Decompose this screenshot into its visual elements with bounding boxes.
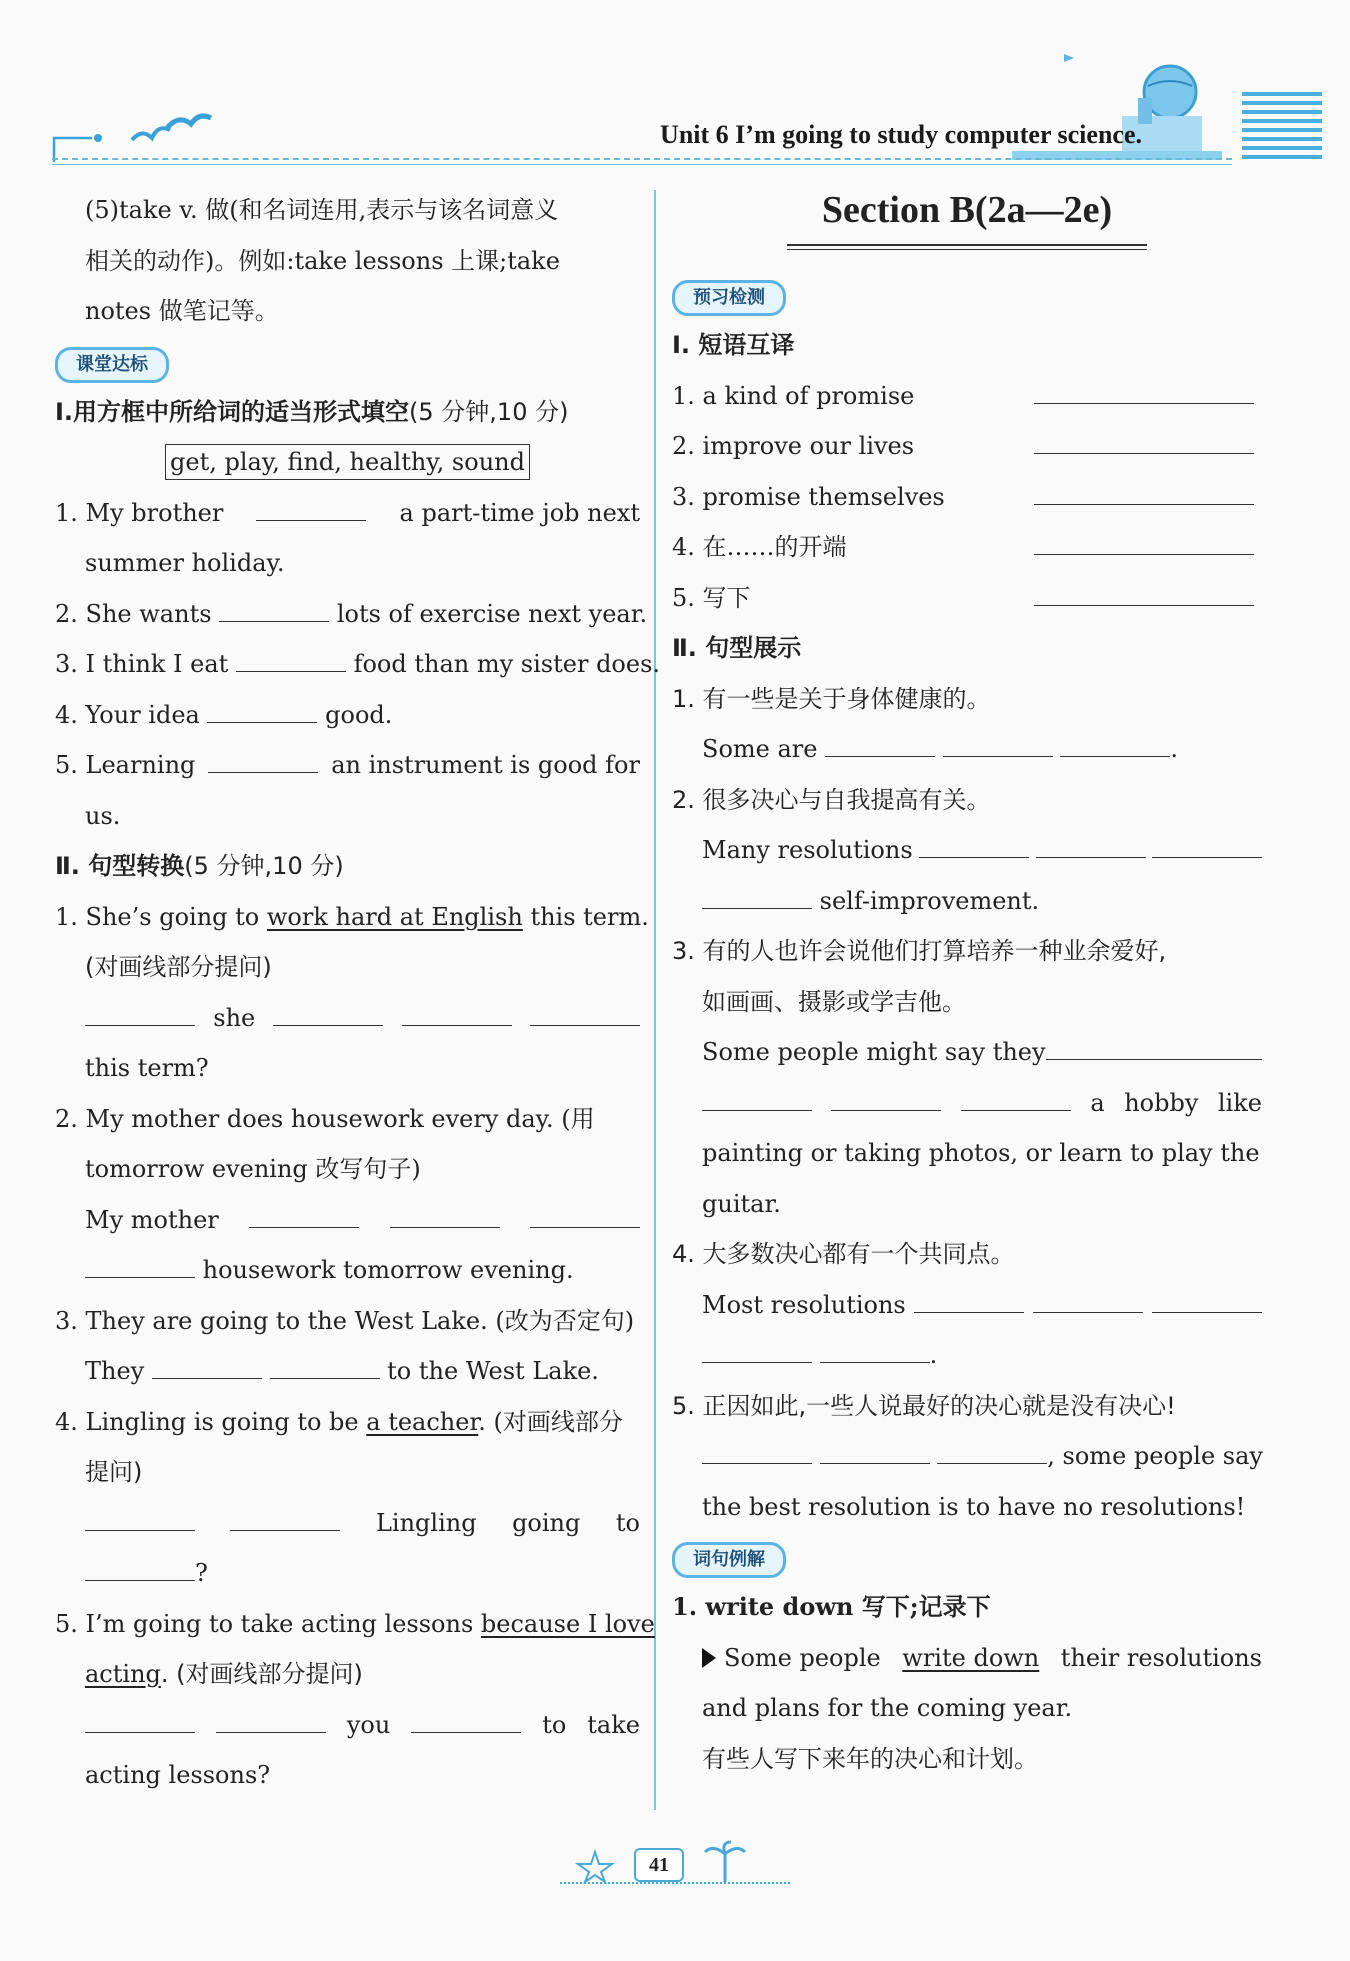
note-line-3: notes 做笔记等。 (85, 297, 279, 325)
badge-class-practice: 课堂达标 (55, 347, 169, 383)
sentence-2-cn: 2. 很多决心与自我提高有关。 (672, 785, 991, 814)
answer-blank[interactable] (1046, 1031, 1154, 1060)
p2-q1-answer: she (55, 993, 640, 1044)
p2-q4-answer-2: ? (55, 1548, 640, 1599)
answer-blank[interactable] (1034, 476, 1254, 505)
p1-q1-cont: summer holiday. (85, 549, 285, 577)
answer-blank[interactable] (236, 643, 346, 672)
answer-blank[interactable] (85, 1249, 195, 1278)
phrase-item-5: 5. 写下 (672, 573, 1262, 624)
answer-blank[interactable] (207, 694, 317, 723)
answer-blank[interactable] (411, 1704, 521, 1733)
p1-q1: 1. My brother a part-time job next (55, 488, 640, 539)
sentence-5-en: , some people say (672, 1431, 1262, 1482)
answer-blank[interactable] (85, 1502, 195, 1531)
header-stripes (1242, 92, 1322, 164)
footer-line (560, 1882, 790, 1884)
answer-blank[interactable] (1034, 425, 1254, 454)
note-line-2: 相关的动作)。例如:take lessons 上课;take (85, 246, 560, 275)
header-divider-solid (52, 164, 1232, 165)
sentence-1-cn: 1. 有一些是关于身体健康的。 (672, 684, 991, 713)
page-footer (560, 1840, 790, 1890)
sentence-4-en: Most resolutions (672, 1280, 1262, 1331)
p2-q1-instr: (对画线部分提问) (85, 953, 272, 981)
p2-q1-end: this term? (85, 1054, 209, 1082)
page-number: 41 (634, 1848, 684, 1882)
answer-blank[interactable] (1060, 728, 1170, 757)
answer-blank[interactable] (825, 728, 935, 757)
answer-blank[interactable] (1154, 1031, 1262, 1060)
p2-q4-answer: Lingling going to (55, 1498, 640, 1549)
answer-blank[interactable] (919, 829, 1029, 858)
example-sentence: Some people write down their resolutions (672, 1633, 1262, 1684)
answer-blank[interactable] (1036, 829, 1146, 858)
word-box: get, play, find, healthy, sound (165, 444, 530, 480)
answer-blank[interactable] (831, 1082, 941, 1111)
section-title-underline (787, 244, 1147, 250)
p2-q2-answer-2: housework tomorrow evening. (55, 1245, 640, 1296)
example-sentence-2: and plans for the coming year. (702, 1694, 1073, 1722)
note-line-1: (5)take v. 做(和名词连用,表示与该名词意义 (85, 196, 559, 224)
sentence-3-en: Some people might say they (672, 1027, 1262, 1078)
header-title: Unit 6 I’m going to study computer science. (660, 120, 1142, 149)
palm-tree-icon (700, 1840, 750, 1884)
sentence-4-en-2: . (672, 1330, 1262, 1381)
p2-q5-cont: acting. (对画线部分提问) (85, 1660, 363, 1688)
page-header (52, 40, 1332, 170)
answer-blank[interactable] (702, 880, 812, 909)
answer-blank[interactable] (820, 1334, 930, 1363)
phrase-item-3: 3. promise themselves (672, 472, 1262, 523)
answer-blank[interactable] (230, 1502, 340, 1531)
p2-q5-answer: you to take (55, 1700, 640, 1751)
p2-q3: 3. They are going to the West Lake. (改为否定句) (55, 1306, 635, 1335)
answer-blank[interactable] (249, 1199, 359, 1228)
p2-q1: 1. She’s going to work hard at English this term. (55, 902, 649, 931)
right-column (672, 185, 1262, 1784)
answer-blank[interactable] (702, 1435, 812, 1464)
sentence-3-cn: 3. 有的人也许会说他们打算培养一种业余爱好, (672, 937, 1167, 965)
answer-blank[interactable] (1034, 375, 1254, 404)
sentence-3-cn-2: 如画画、摄影或学吉他。 (702, 987, 966, 1016)
left-column (55, 185, 661, 1801)
p2-q2-instr: tomorrow evening 改写句子) (85, 1155, 421, 1183)
play-arrow-icon (702, 1648, 716, 1668)
phrase-item-1: 1. a kind of promise (672, 371, 1262, 422)
sentence-3-en-4: guitar. (702, 1189, 781, 1218)
p2-q2-answer: My mother (55, 1195, 640, 1246)
r-part1-title: Ⅰ. 短语互译 (672, 331, 795, 359)
answer-blank[interactable] (530, 997, 640, 1026)
badge-words: 词句例解 (672, 1542, 786, 1578)
answer-blank[interactable] (216, 1704, 326, 1733)
answer-blank[interactable] (85, 1704, 195, 1733)
answer-blank[interactable] (914, 1284, 1024, 1313)
sentence-3-en-3: painting or taking photos, or learn to play the (702, 1139, 1260, 1167)
answer-blank[interactable] (256, 492, 366, 521)
answer-blank[interactable] (820, 1435, 930, 1464)
answer-blank[interactable] (1034, 577, 1254, 606)
sentence-1-en: Some are . (672, 724, 1262, 775)
word-entry-1: 1. write down 写下;记录下 (672, 1592, 991, 1621)
answer-blank[interactable] (1152, 1284, 1262, 1313)
answer-blank[interactable] (961, 1082, 1071, 1111)
part1-title: Ⅰ.用方框中所给词的适当形式填空(5 分钟,10 分) (55, 397, 569, 426)
p1-q4: 4. Your idea good. (55, 690, 640, 741)
starfish-icon (570, 1848, 620, 1884)
column-divider (654, 190, 656, 1810)
answer-blank[interactable] (702, 1082, 812, 1111)
sentence-5-en-2: the best resolution is to have no resolutions! (702, 1492, 1246, 1521)
answer-blank[interactable] (208, 744, 318, 773)
p1-q5: 5. Learning an instrument is good for (55, 740, 640, 791)
answer-blank[interactable] (402, 997, 512, 1026)
sentence-2-en: Many resolutions (672, 825, 1262, 876)
answer-blank[interactable] (1033, 1284, 1143, 1313)
part2-title: Ⅱ. 句型转换(5 分钟,10 分) (55, 852, 344, 880)
answer-blank[interactable] (273, 997, 383, 1026)
example-translation: 有些人写下来年的决心和计划。 (702, 1744, 1038, 1773)
answer-blank[interactable] (1034, 526, 1254, 555)
phrase-item-4: 4. 在……的开端 (672, 522, 1262, 573)
sentence-5-cn: 5. 正因如此,一些人说最好的决心就是没有决心! (672, 1391, 1176, 1420)
answer-blank[interactable] (152, 1350, 262, 1379)
phrase-item-2: 2. improve our lives (672, 421, 1262, 472)
p2-q5-end: acting lessons? (85, 1761, 271, 1789)
birds-icon (112, 98, 232, 158)
p2-q3-answer: They to the West Lake. (55, 1346, 640, 1397)
sentence-2-en-2: self-improvement. (672, 876, 1262, 927)
p2-q5: 5. I’m going to take acting lessons because I love (55, 1609, 655, 1638)
header-divider (52, 158, 1232, 160)
answer-blank[interactable] (219, 593, 329, 622)
p1-q2: 2. She wants lots of exercise next year. (55, 589, 640, 640)
p2-q4-instr: 提问) (85, 1458, 143, 1486)
p2-q2: 2. My mother does housework every day. (用 (55, 1104, 595, 1133)
answer-blank[interactable] (390, 1199, 500, 1228)
sentence-4-cn: 4. 大多数决心都有一个共同点。 (672, 1240, 1015, 1268)
p1-q3: 3. I think I eat food than my sister does. (55, 639, 640, 690)
answer-blank[interactable] (943, 728, 1053, 757)
p1-q5-cont: us. (85, 801, 121, 830)
answer-blank[interactable] (1152, 829, 1262, 858)
answer-blank[interactable] (85, 1552, 195, 1581)
section-title: Section B(2a—2e) (821, 189, 1113, 231)
p2-q4: 4. Lingling is going to be a teacher. (对画线部分 (55, 1407, 623, 1436)
r-part2-title: Ⅱ. 句型展示 (672, 634, 802, 662)
answer-blank[interactable] (530, 1199, 640, 1228)
answer-blank[interactable] (937, 1435, 1047, 1464)
answer-blank[interactable] (85, 997, 195, 1026)
word-box-row (55, 437, 640, 488)
answer-blank[interactable] (702, 1334, 812, 1363)
badge-preview: 预习检测 (672, 280, 786, 316)
answer-blank[interactable] (270, 1350, 380, 1379)
sentence-3-en-2: a hobby like (672, 1078, 1262, 1129)
